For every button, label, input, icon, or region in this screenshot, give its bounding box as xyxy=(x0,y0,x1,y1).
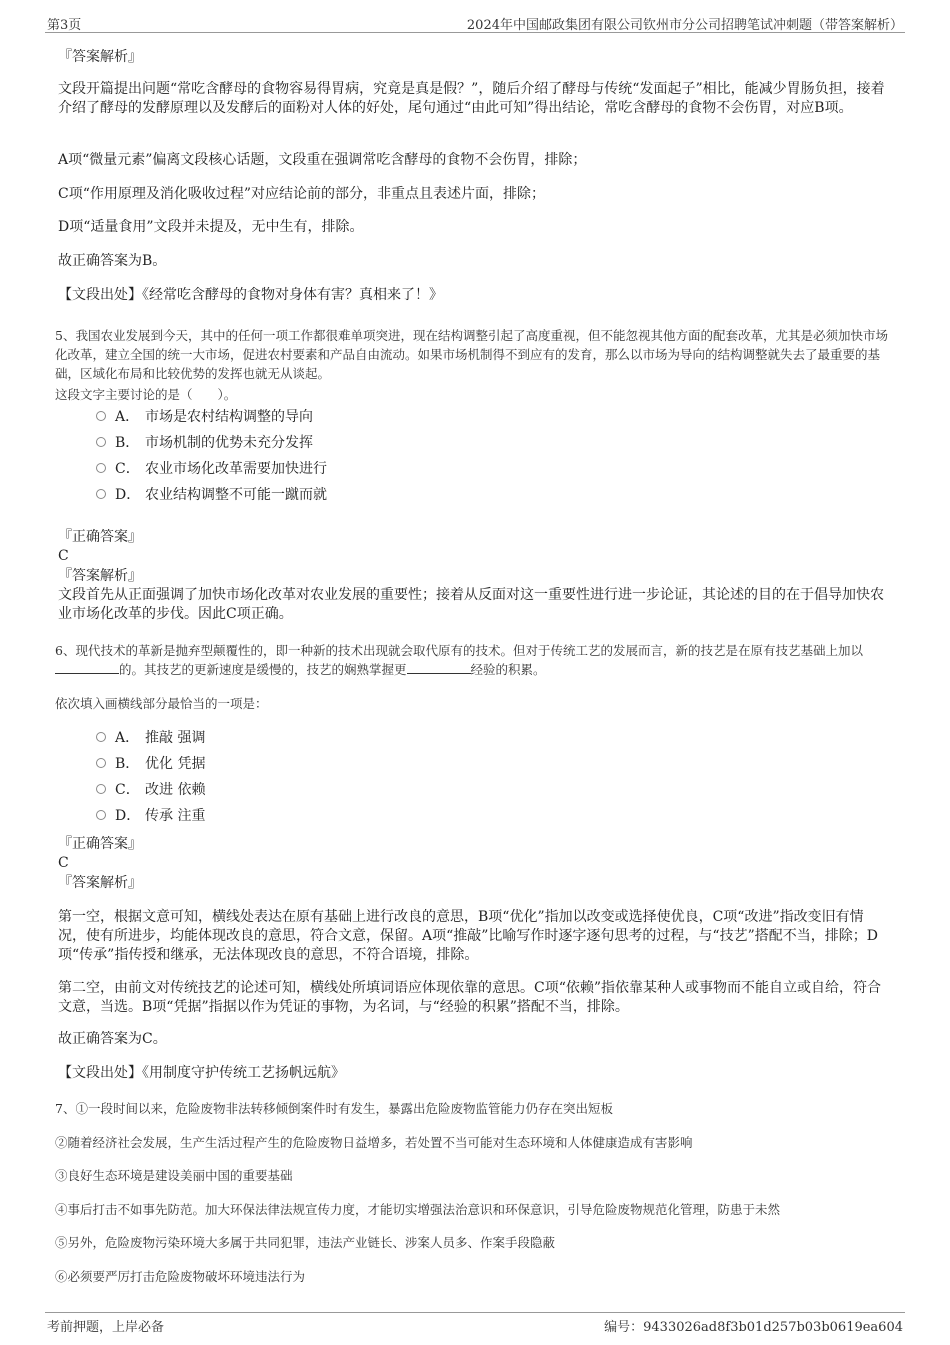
q4-analysis-p1: 文段开篇提出问题“常吃含酵母的食物容易得胃病，究竟是真是假？”，随后介绍了酵母与传统“发面起子”相比，能减少胃肠负担，接着介绍了酵母的发酵原理以及发酵后的面粉对人体的好处，尾句通过“由此可知”得出结论，常吃含酵母的食物不会伤胃，对应B项。 xyxy=(58,81,885,116)
option-text: 推敲 强调 xyxy=(145,730,206,746)
option-text: 农业市场化改革需要加快进行 xyxy=(145,461,327,477)
option-letter: B． xyxy=(115,435,140,451)
radio-icon[interactable] xyxy=(96,732,106,742)
option-text: 改进 依赖 xyxy=(145,782,206,798)
q6-answer-label: 『正确答案』 xyxy=(58,836,142,852)
q6-answer: C xyxy=(58,855,69,871)
q5-option-c[interactable] xyxy=(96,459,327,479)
q6-question: 依次填入画横线部分最恰当的一项是： xyxy=(55,696,268,711)
option-text: 优化 凭据 xyxy=(145,756,206,772)
q7-item-2: ②随着经济社会发展，生产生活过程产生的危险废物日益增多，若处置不当可能对生态环境和人体健康造成有害影响 xyxy=(55,1135,693,1150)
option-text: 传承 注重 xyxy=(145,808,206,824)
q6-source: 【文段出处】《用制度守护传统工艺扬帆远航》 xyxy=(58,1065,345,1081)
q6-option-b[interactable] xyxy=(96,754,205,774)
option-letter: D． xyxy=(115,808,141,824)
q5-question: 这段文字主要讨论的是（ ）。 xyxy=(55,387,237,402)
q6-option-a[interactable] xyxy=(96,728,205,748)
option-text: 农业结构调整不可能一蹴而就 xyxy=(145,487,327,503)
q7-item-3: ③良好生态环境是建设美丽中国的重要基础 xyxy=(55,1168,293,1183)
radio-icon[interactable] xyxy=(96,758,106,768)
blank-line xyxy=(407,661,471,674)
q5-option-b[interactable] xyxy=(96,433,313,453)
q6-stem: 6、现代技术的革新是抛弃型颠覆性的，即一种新的技术出现就会取代原有的技术。但对于传统工艺的发展而言，新的技艺是在原有技艺基础上加以的。其技艺的更新速度是缓慢的，技艺的娴熟掌握更 经验的积累。 xyxy=(55,643,863,677)
option-letter: D． xyxy=(115,487,141,503)
q5-answer-label: 『正确答案』 xyxy=(58,529,142,545)
q6-analysis-label: 『答案解析』 xyxy=(58,875,142,891)
footer-code: 编号：9433026ad8f3b01d257b03b0619ea604 xyxy=(604,1320,903,1335)
q4-source: 【文段出处】《经常吃含酵母的食物对身体有害？真相来了！》 xyxy=(58,287,443,303)
radio-icon[interactable] xyxy=(96,784,106,794)
q6-option-d[interactable] xyxy=(96,806,205,826)
option-letter: B． xyxy=(115,756,140,772)
q5-option-a[interactable] xyxy=(96,407,313,427)
q7-item-6: ⑥必须要严厉打击危险废物破坏环境违法行为 xyxy=(55,1269,306,1284)
q6-conclusion: 故正确答案为C。 xyxy=(58,1031,167,1047)
q5-analysis: 文段首先从正面强调了加快市场化改革对农业发展的重要性；接着从反面对这一重要性进行进一步论证，其论述的目的在于倡导加快农业市场化改革的步伐。因此C项正确。 xyxy=(58,587,884,622)
option-letter: C． xyxy=(115,461,140,477)
radio-icon[interactable] xyxy=(96,810,106,820)
page-header xyxy=(45,12,905,33)
document-title: 2024年中国邮政集团有限公司钦州市分公司招聘笔试冲刺题（带答案解析） xyxy=(466,18,903,33)
option-text: 市场机制的优势未充分发挥 xyxy=(145,435,313,451)
radio-icon[interactable] xyxy=(96,463,106,473)
footer-slogan: 考前押题，上岸必备 xyxy=(47,1320,165,1335)
blank-line xyxy=(55,661,119,674)
q7-item-4: ④事后打击不如事先防范。加大环保法律法规宣传力度，才能切实增强法治意识和环保意识，引导危险废物规范化管理，防患于未然 xyxy=(55,1202,781,1217)
page-number: 第3页 xyxy=(47,18,82,33)
q6-analysis-p2: 第二空，由前文对传统技艺的论述可知，横线处所填词语应体现依靠的意思。C项“依赖”指依靠某种人或事物而不能自立或自给，符合文意，当选。B项“凭据”指据以作为凭证的事物，为名词，与“经验的积累”搭配不当，排除。 xyxy=(58,980,882,1015)
q4-analysis-option-a: A项“微量元素”偏离文段核心话题，文段重在强调常吃含酵母的食物不会伤胃，排除； xyxy=(58,152,587,168)
q5-option-d[interactable] xyxy=(96,485,327,505)
option-letter: A． xyxy=(115,409,140,425)
radio-icon[interactable] xyxy=(96,437,106,447)
q7-item-5: ⑤另外，危险废物污染环境大多属于共同犯罪，违法产业链长、涉案人员多、作案手段隐蔽 xyxy=(55,1235,556,1250)
radio-icon[interactable] xyxy=(96,411,106,421)
q6-analysis-p1: 第一空，根据文意可知，横线处表达在原有基础上进行改良的意思，B项“优化”指加以改变或选择使优良，C项“改进”指改变旧有情况，使有所进步，均能体现改良的意思，符合文意，保留。A项“推敲”比喻写作时逐字逐句思考的过程，与“技艺”搭配不当，排除；D项“传承”指传授和继承，无法体现改良的意思，不符合语境，排除。 xyxy=(58,909,878,963)
q4-analysis-option-c: C项“作用原理及消化吸收过程”对应结论前的部分，非重点且表述片面，排除； xyxy=(58,186,546,202)
option-text: 市场是农村结构调整的导向 xyxy=(145,409,313,425)
q6-option-c[interactable] xyxy=(96,780,205,800)
q5-answer: C xyxy=(58,548,69,564)
q4-analysis-label: 『答案解析』 xyxy=(58,49,142,65)
q5-analysis-label: 『答案解析』 xyxy=(58,568,142,584)
q4-conclusion: 故正确答案为B。 xyxy=(58,253,167,269)
option-letter: C． xyxy=(115,782,140,798)
q5-stem: 5、我国农业发展到今天，其中的任何一项工作都很难单项突进，现在结构调整引起了高度重视，但不能忽视其他方面的配套改革，尤其是必须加快市场化改革，建立全国的统一大市场，促进农村要素和产品自由流动。如果市场机制得不到应有的发育，那么以市场为导向的结构调整就失去了最重要的基础，区域化布局和比较优势的发挥也就无从谈起。 xyxy=(55,328,888,381)
page-footer xyxy=(45,1312,905,1335)
q7-item-1: 7、①一段时间以来，危险废物非法转移倾倒案件时有发生，暴露出危险废物监管能力仍存在突出短板 xyxy=(55,1101,613,1116)
q4-analysis-option-d: D项“适量食用”文段并未提及，无中生有，排除。 xyxy=(58,219,364,235)
radio-icon[interactable] xyxy=(96,489,106,499)
option-letter: A． xyxy=(115,730,140,746)
